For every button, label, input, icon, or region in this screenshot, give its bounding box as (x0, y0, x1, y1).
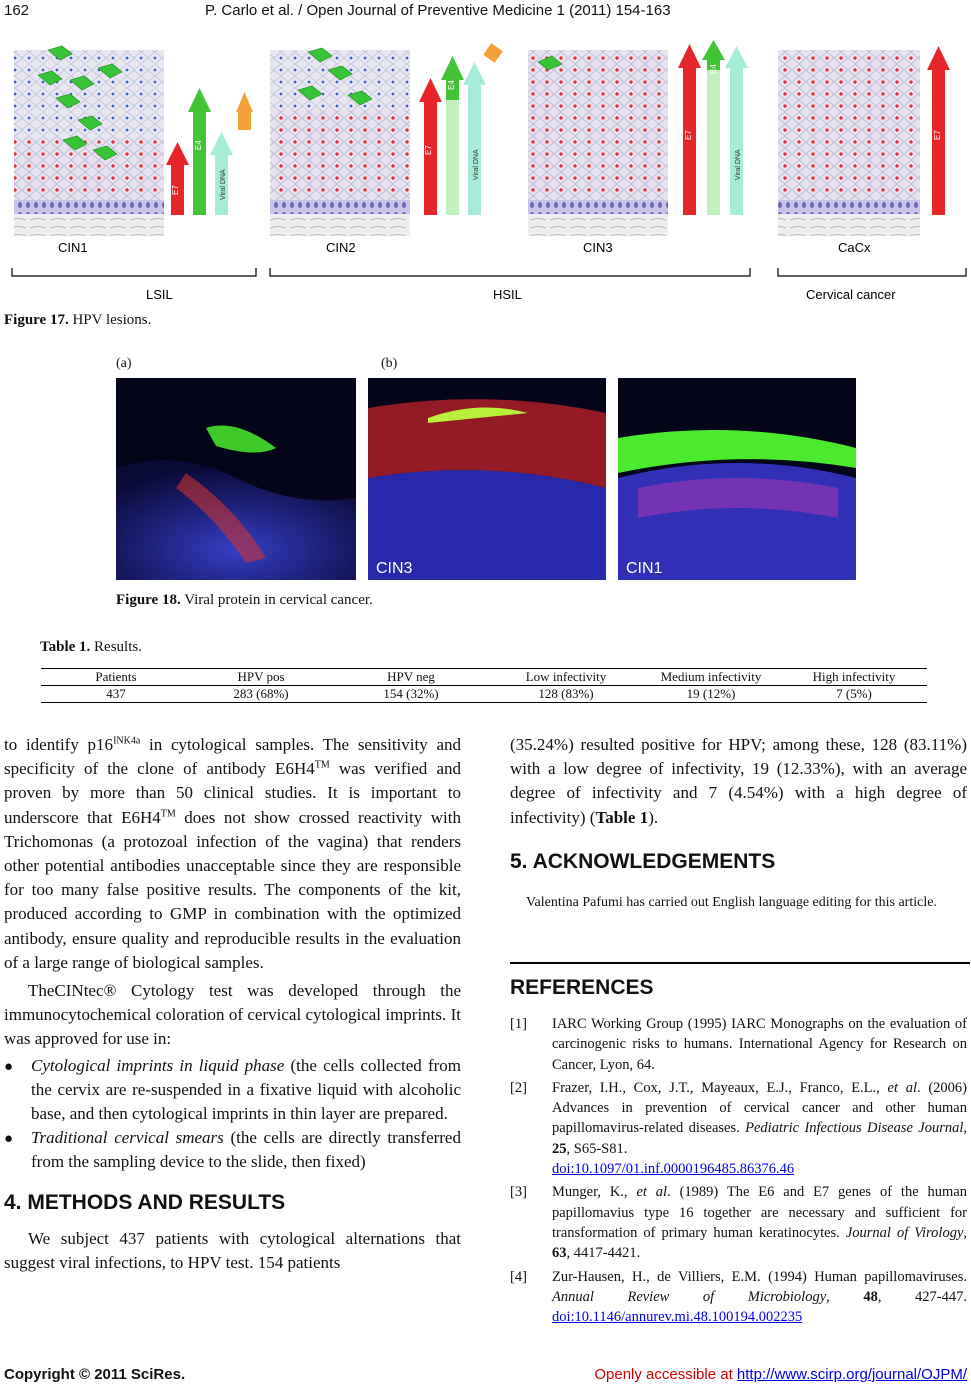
bullet-icon: ● (4, 1058, 14, 1075)
paragraph-cintec: TheCINtec® Cytology test was developed through the immunocytochemical coloration of cervical cytological imprints. It was approved for use in: (4, 981, 461, 1049)
stage-label-cin1: CIN1 (58, 240, 88, 255)
footer-copyright: Copyright © 2011 SciRes. (4, 1366, 186, 1383)
stage-label-cin2: CIN2 (326, 240, 356, 255)
figure-17-caption: Figure 17. HPV lesions. (4, 312, 152, 328)
svg-text:E7: E7 (424, 145, 433, 155)
figure-18-caption: Figure 18. Viral protein in cervical cancer. (116, 592, 373, 608)
section-divider (510, 962, 970, 964)
table-header-cell: Patients (41, 669, 191, 686)
table-cell: 154 (32%) (331, 686, 491, 703)
stage-label-cacx: CaCx (838, 240, 871, 255)
group-label-hsil: HSIL (493, 287, 522, 302)
figure-18-panel-cin3 (368, 378, 606, 580)
group-label-cervical-cancer: Cervical cancer (806, 287, 896, 302)
references-list (510, 1014, 967, 1330)
table-header-cell: High infectivity (781, 669, 927, 686)
figure-18-panel-cin1 (618, 378, 856, 580)
table-header-row (41, 669, 927, 686)
paragraph-p16: to identify $p16^{INK4a}$ in cytological samples. The sensitivity and specificity of the clone of antibody E6H4™ was verified and proven by more than 50 clinical studies. It is important to underscore that E6H4™ does not show crossed reactivity with Trichomonas (a protozoal infection of the vagina) that renders other potential antibodies unacceptable since they are responsible for too many false positive results. The components of the kit, produced according to GMP in combination with the optimized antibody, ensure quality and reproducible results in the evaluation of a large range of biological samples. (4, 735, 461, 972)
cin1-e4-label: E4 (194, 140, 203, 150)
table-cell: 437 (41, 686, 191, 703)
bullet-liquid-phase: ● Cytological imprints in liquid phase (the cells collected from the cervix are re-suspended in a fixative liquid with alcoholic base, and then cytological imprints in thin layer are prepared. (4, 1055, 461, 1124)
reference-4-doi-link[interactable]: doi:10.1146/annurev.mi.48.100194.002235 (552, 1309, 803, 1326)
running-title: P. Carlo et al. / Open Journal of Preventive Medicine 1 (2011) 154-163 (205, 2, 671, 19)
svg-text:Viral DNA: Viral DNA (473, 149, 480, 180)
figure-17-hpv-lesions (8, 40, 968, 310)
right-column (510, 733, 967, 830)
svg-text:E7: E7 (684, 130, 693, 140)
table-row (41, 686, 927, 703)
bullet-traditional-smears: ● Traditional cervical smears (the cells are directly transferred from the sampling device to the slide, then fixed) (4, 1128, 461, 1172)
section-5-heading: 5. ACKNOWLEDGEMENTS (510, 850, 776, 873)
table-1-caption: Table 1. Results. (40, 639, 142, 655)
panel-label-cin3: CIN3 (376, 560, 413, 577)
svg-text:Viral DNA: Viral DNA (735, 149, 742, 180)
figure-18-label-b: (b) (381, 356, 398, 371)
stage-label-cin3: CIN3 (583, 240, 613, 255)
table-cell: 7 (5%) (781, 686, 927, 703)
reference-4: [4] Zur-Hausen, H., de Villiers, E.M. (1994) Human papillomaviruses. Annual Review of Microbiology, 48, 427-447. doi:10.1146/annurev.mi.48.100194.002235 (510, 1268, 967, 1326)
paragraph-methods: We subject 437 patients with cytological alternations that suggest viral infections, to HPV test. 154 patients (4, 1228, 461, 1273)
cin1-tissue (14, 46, 164, 236)
cin1-viral-dna-label: Viral DNA (220, 169, 227, 200)
reference-2-doi-link[interactable]: doi:10.1097/01.inf.0000196485.86376.46 (552, 1161, 795, 1178)
table-header-cell: HPV pos (191, 669, 331, 686)
table-header-cell: Medium infectivity (641, 669, 781, 686)
results-table (41, 668, 927, 703)
cin1-e7-label: E7 (171, 185, 180, 195)
table-header-cell: Low infectivity (491, 669, 641, 686)
panel-label-cin1: CIN1 (626, 560, 663, 577)
references-heading: REFERENCES (510, 976, 654, 999)
group-label-lsil: LSIL (146, 287, 173, 302)
cin3-tissue (528, 50, 668, 236)
svg-text:E4: E4 (447, 80, 456, 90)
section-4-heading: 4. METHODS AND RESULTS (4, 1190, 286, 1214)
svg-text:E7: E7 (933, 130, 942, 140)
table-cell: 19 (12%) (641, 686, 781, 703)
left-column (4, 733, 461, 1275)
table-cell: 283 (68%) (191, 686, 331, 703)
cin2-tissue (270, 48, 410, 236)
reference-3: [3] Munger, K., et al. (1989) The E6 and E7 genes of the human papillomavius type 16 together are necessary and sufficient for transformation of primary human keratinocytes. Journal of Virology, 63, 4417-4421. (510, 1184, 968, 1262)
figure-18-label-a: (a) (116, 356, 132, 371)
page-number: 162 (4, 2, 30, 19)
reference-1: [1] IARC Working Group (1995) IARC Monographs on the evaluation of carcinogenic risks to humans. International Agency for Research on Cancer, Lyon, 64. (510, 1016, 967, 1073)
paragraph-results: (35.24%) resulted positive for HPV; among these, 128 (83.11%) with a low degree of infectivity, 19 (12.33%), with an average degree of infectivity and 7 (4.54%) with a high degree of infectivity) (Table 1). (510, 735, 967, 827)
figure-18-panel-a (116, 378, 356, 580)
svg-text:E4: E4 (709, 64, 718, 74)
bullet-icon: ● (4, 1131, 14, 1148)
table-cell: 128 (83%) (491, 686, 641, 703)
cacx-tissue (778, 50, 920, 236)
journal-url-link[interactable]: http://www.scirp.org/journal/OJPM/ (736, 1366, 967, 1383)
acknowledgements-text: Valentina Pafumi has carried out English language editing for this article. (526, 895, 937, 910)
table-header-cell: HPV neg (331, 669, 491, 686)
footer-open-access: Openly accessible at http://www.scirp.org/journal/OJPM/ (594, 1366, 967, 1383)
reference-2: [2] Frazer, I.H., Cox, J.T., Mayeaux, E.J., Franco, E.L., et al. (2006) Advances in prevention of cervical cancer and other human papillomavirus-related diseases. Pediatric Infectious Disease Journal, 25, S65-S81. doi:10.1097/01.inf.0000196485.86376.46 (510, 1079, 967, 1178)
